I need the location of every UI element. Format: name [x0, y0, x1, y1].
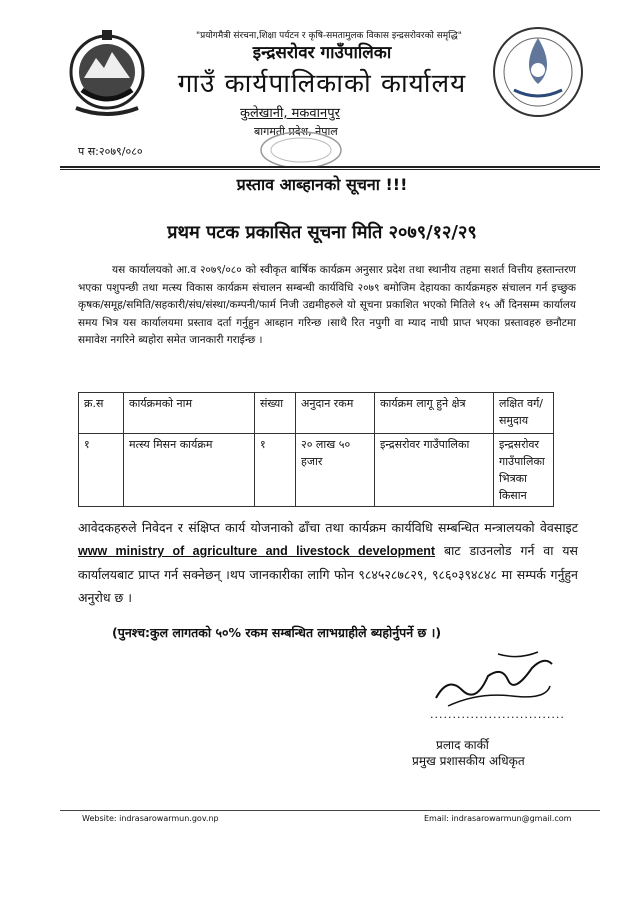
- program-table: [78, 392, 554, 507]
- office-location: कुलेखानी, मकवानपुर: [240, 106, 340, 121]
- signature-line: ..............................: [430, 708, 565, 721]
- organization-name: इन्द्रसरोवर गाउँपालिका: [252, 43, 392, 63]
- table-cell: इन्द्रसरोवर गाउँपालिका भित्रका किसान: [494, 434, 554, 507]
- notice-subheading: प्रथम पटक प्रकासित सूचना मिति २०७९/१२/२९: [167, 222, 477, 243]
- instructions-text-before: आवेदकहरुले निवेदन र संक्षिप्त कार्य योजनाको ढाँचा तथा कार्यक्रम कार्यविधि सम्बन्धित मन्त्रालयको वेवसाइट: [78, 520, 578, 535]
- notice-body: यस कार्यालयको आ.व २०७९/०८० को स्वीकृत बार्षिक कार्यक्रम अनुसार प्रदेश तथा स्थानीय तहमा सशर्त वित्तीय हस्तान्तरण भएका पशुपन्छी तथा मत्स्य विकास कार्यक्रम संचालन सम्बन्धी कार्यविधि २०७९ बमोजिम देहायका कार्यक्रमहरु संचालन गर्न इच्छुक कृषक/समूह/समिति/सहकारी/संघ/संस्था/कम्पनी/फार्म निजी उद्यमीहरुले यो सूचना प्रकाशित भएको मितिले १५ औं दिनसम्म कार्यालय समय भित्र यस कार्यालयमा प्रस्ताव दर्ता गर्नुहुन आब्हान गरिन्छ ।साथै रित नपुगी वा म्याद नाघी प्राप्त भएका प्रस्तावहरु छनौटमा समावेश नगरिने ब्यहोरा समेत जानकारी गराईन्छ ।: [78, 264, 576, 346]
- table-header-cell: कार्यक्रमको नाम: [124, 393, 255, 434]
- office-stamp-icon: [256, 120, 346, 166]
- table-cell: १: [79, 434, 124, 507]
- table-cell: २० लाख ५० हजार: [296, 434, 375, 507]
- header-divider: [60, 166, 600, 168]
- footer-email: Email: indrasarowarmun@gmail.com: [424, 814, 572, 823]
- note-text: (पुनश्च:कुल लागतको ५०% रकम सम्बन्धित लाभग्राहीले ब्यहोर्नुपर्ने छ ।): [112, 625, 442, 640]
- instructions-text-after: बाट डाउनलोड गर्न वा यस कार्यालयबाट प्राप्त गर्न सक्नेछन् ।थप जानकारीका लागि फोन ९८४५२८७८२९, ९८६०३९४८४८ मा सम्पर्क गर्नुहुन अनुरोध छ ।: [78, 543, 578, 605]
- tagline: "प्रयोगमैत्री संरचना,शिक्षा पर्यटन र कृषि-समतामुलक विकास इन्द्रसरोवरको समृद्धि": [196, 31, 462, 41]
- footer-website: Website: indrasarowarmun.gov.np: [82, 814, 219, 823]
- signatory-name: प्रलाद कार्की: [436, 738, 489, 752]
- notice-heading: प्रस्ताव आब्हानको सूचना !!!: [236, 175, 408, 194]
- province-line: बागमती प्रदेश, नेपाल: [254, 125, 338, 138]
- table-header-cell: क्र.स: [79, 393, 124, 434]
- instructions-paragraph: [78, 516, 578, 609]
- table-header-cell: लक्षित वर्ग/समुदाय: [494, 393, 554, 434]
- signatory-title: प्रमुख प्रशासकीय अधिकृत: [412, 754, 525, 768]
- table-header-cell: कार्यक्रम लागू हुने क्षेत्र: [375, 393, 494, 434]
- table-header-cell: संख्या: [255, 393, 296, 434]
- header-divider-thin: [60, 169, 600, 170]
- ministry-website-link[interactable]: www ministry of agriculture and livestock development: [78, 544, 436, 558]
- footer-divider: [60, 810, 600, 811]
- table-cell: इन्द्रसरोवर गाउँपालिका: [375, 434, 494, 507]
- table-row: [79, 434, 554, 507]
- reference-number: प स:२०७९/०८०: [78, 145, 143, 158]
- office-name: गाउँ कार्यपालिकाको कार्यालय: [177, 69, 467, 99]
- table-cell: मत्स्य मिसन कार्यक्रम: [124, 434, 255, 507]
- table-cell: १: [255, 434, 296, 507]
- table-header-row: [79, 393, 554, 434]
- table-header-cell: अनुदान रकम: [296, 393, 375, 434]
